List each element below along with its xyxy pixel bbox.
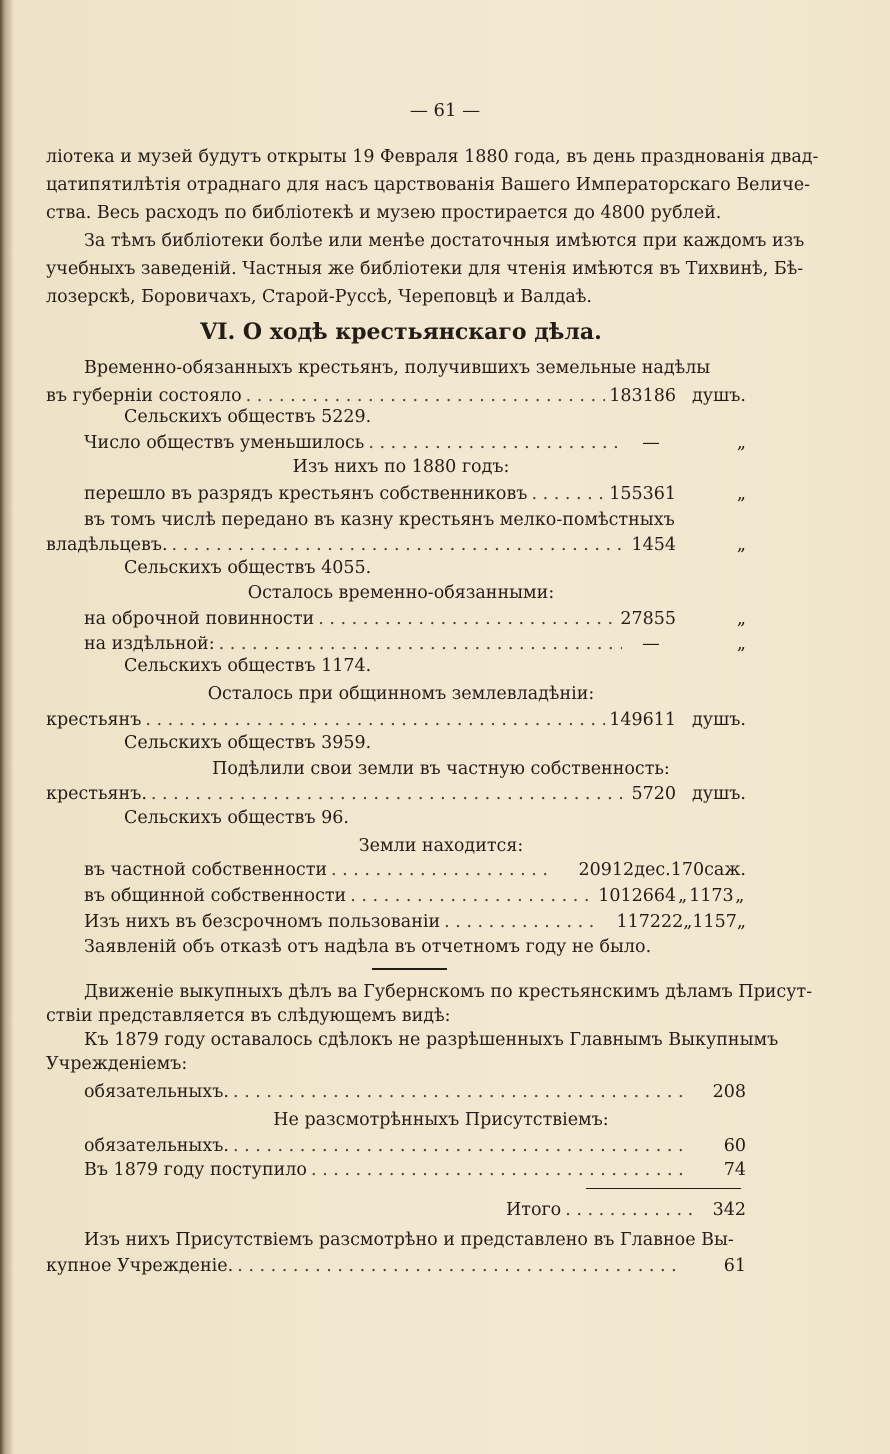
row-value: 149611 — [609, 710, 676, 730]
saz-unit: „ — [735, 886, 745, 906]
des-value: 117222 — [616, 912, 684, 932]
subheading: Земли находится: — [358, 836, 524, 856]
intro-line: цатипятилѣтія отраднаго для насъ царствованія Вашего Императорскаго Величе- — [46, 175, 811, 195]
text-line: Изъ нихъ Присутствіемъ разсмотрѣно и представлено въ Главное Вы- — [84, 1230, 734, 1250]
total-row — [506, 1196, 746, 1224]
leader-dots — [233, 1078, 682, 1106]
intro-line: За тѣмъ библіотеки болѣе или менѣе достаточныя имѣются при каждомъ изъ — [84, 231, 805, 251]
text-line: Учрежденіемъ: — [46, 1054, 188, 1074]
des-unit: дес. — [634, 860, 671, 880]
row-label: обязательныхъ. — [84, 1136, 229, 1156]
saz-value: 1173 — [689, 886, 734, 906]
row-value: 5720 — [631, 784, 676, 804]
row-unit: душъ. — [691, 710, 746, 730]
row-label: въ частной собственности — [84, 860, 328, 880]
saz-value: 170 — [670, 860, 705, 880]
leader-dots — [444, 908, 599, 936]
row-value: 1454 — [631, 535, 676, 555]
text-line: Заявленій объ отказѣ отъ надѣла въ отчетномъ году не было. — [84, 937, 652, 957]
row-value: 183186 — [609, 386, 676, 406]
table-row — [84, 480, 746, 508]
row-value: 60 — [723, 1136, 746, 1156]
leader-dots — [565, 1196, 692, 1224]
total-label: Итого — [506, 1200, 562, 1220]
row-label: на издѣльной: — [84, 634, 215, 654]
subheading: Изъ нихъ по 1880 годъ: — [292, 457, 510, 477]
row-value: 208 — [712, 1082, 746, 1102]
intro-line: лозерскѣ, Боровичахъ, Старой-Руссѣ, Череповцѣ и Валдаѣ. — [46, 287, 592, 307]
intro-line: учебныхъ заведеній. Частныя же библіотеки для чтенія имѣются въ Тихвинѣ, Бѣ- — [46, 259, 804, 279]
land-row — [84, 908, 746, 936]
subheading: Не разсмотрѣнныхъ Присутствіемъ: — [273, 1110, 609, 1130]
row-label: владѣльцевъ. — [46, 535, 168, 555]
row-unit: „ — [736, 433, 746, 453]
row-label: Изъ нихъ въ безсрочномъ пользованіи — [84, 912, 441, 932]
text-line: ствіи представляется въ слѣдующемъ видѣ: — [46, 1006, 451, 1026]
sum-rule — [586, 1188, 741, 1189]
total-value: 342 — [712, 1200, 746, 1220]
row-value: 155361 — [609, 484, 676, 504]
row-unit: „ — [736, 609, 746, 629]
des-value: 1012664 — [598, 886, 677, 906]
leader-dots — [237, 1252, 682, 1280]
row-unit: душъ. — [691, 386, 746, 406]
leader-dots — [331, 856, 550, 884]
text-line: Къ 1879 году оставалось сдѣлокъ не разрѣшенныхъ Главнымъ Выкупнымъ — [84, 1030, 779, 1050]
text-line: Сельскихъ обществъ 1174. — [124, 656, 372, 676]
row-value: 74 — [723, 1160, 746, 1180]
row-label: въ губерніи состояло — [46, 386, 242, 406]
table-row — [84, 1156, 746, 1184]
land-row — [84, 856, 746, 884]
intro-line: ліотека и музей будутъ открыты 19 Февраля 1880 года, въ день празднованія двад- — [46, 147, 819, 167]
des-unit: „ — [683, 912, 693, 932]
row-unit: „ — [736, 484, 746, 504]
text-line: въ томъ числѣ передано въ казну крестьянъ мелко-помѣстныхъ — [84, 510, 675, 530]
land-row — [84, 882, 746, 910]
row-value: — — [642, 433, 660, 453]
section-divider — [372, 968, 447, 970]
leader-dots — [318, 605, 616, 633]
subheading: Осталось при общинномъ землевладѣніи: — [207, 684, 595, 704]
row-label: на оброчной повинности — [84, 609, 315, 629]
saz-unit: „ — [736, 912, 746, 932]
row-unit: „ — [736, 634, 746, 654]
text-line: Сельскихъ обществъ 96. — [124, 808, 349, 828]
subheading: Осталось временно-обязанными: — [247, 583, 555, 603]
subheading: Подѣлили свои земли въ частную собственность: — [212, 759, 670, 779]
text-line: Движеніе выкупныхъ дѣлъ ва Губернскомъ по крестьянскимъ дѣламъ Присут- — [84, 982, 813, 1002]
des-value: 20912 — [578, 860, 635, 880]
row-label: крестьянъ. — [46, 784, 147, 804]
section-heading: VI. О ходѣ крестьянскаго дѣла. — [200, 319, 602, 345]
table-row — [84, 605, 746, 633]
intro-line: ства. Весь расходъ по библіотекѣ и музею простирается до 4800 рублей. — [46, 203, 722, 223]
table-row — [84, 1078, 746, 1106]
row-label: купное Учрежденіе. — [46, 1256, 234, 1276]
row-value: 61 — [723, 1256, 746, 1276]
row-label: въ общинной собственности — [84, 886, 347, 906]
text-line: Сельскихъ обществъ 5229. — [124, 407, 372, 427]
text-line: Сельскихъ обществъ 3959. — [124, 733, 372, 753]
des-unit: „ — [678, 886, 688, 906]
row-label: Число обществъ уменьшилось — [84, 433, 365, 453]
leader-dots — [531, 480, 605, 508]
row-unit: душъ. — [691, 784, 746, 804]
row-label: крестьянъ — [46, 710, 142, 730]
row-label: перешло въ разрядъ крестьянъ собственниковъ — [84, 484, 528, 504]
row-unit: „ — [736, 535, 746, 555]
text-line: Временно-обязанныхъ крестьянъ, получившихъ земельные надѣлы — [84, 358, 711, 378]
row-value: 27855 — [620, 609, 676, 629]
row-value: — — [642, 634, 660, 654]
table-row — [46, 1252, 746, 1280]
saz-unit: саж. — [704, 860, 746, 880]
text-line: Сельскихъ обществъ 4055. — [124, 558, 372, 578]
page-number: — 61 — — [409, 100, 481, 121]
row-label: Въ 1879 году поступило — [84, 1160, 307, 1180]
row-label: обязательныхъ. — [84, 1082, 229, 1102]
leader-dots — [311, 1156, 682, 1184]
saz-value: 1157 — [692, 912, 737, 932]
leader-dots — [350, 882, 592, 910]
